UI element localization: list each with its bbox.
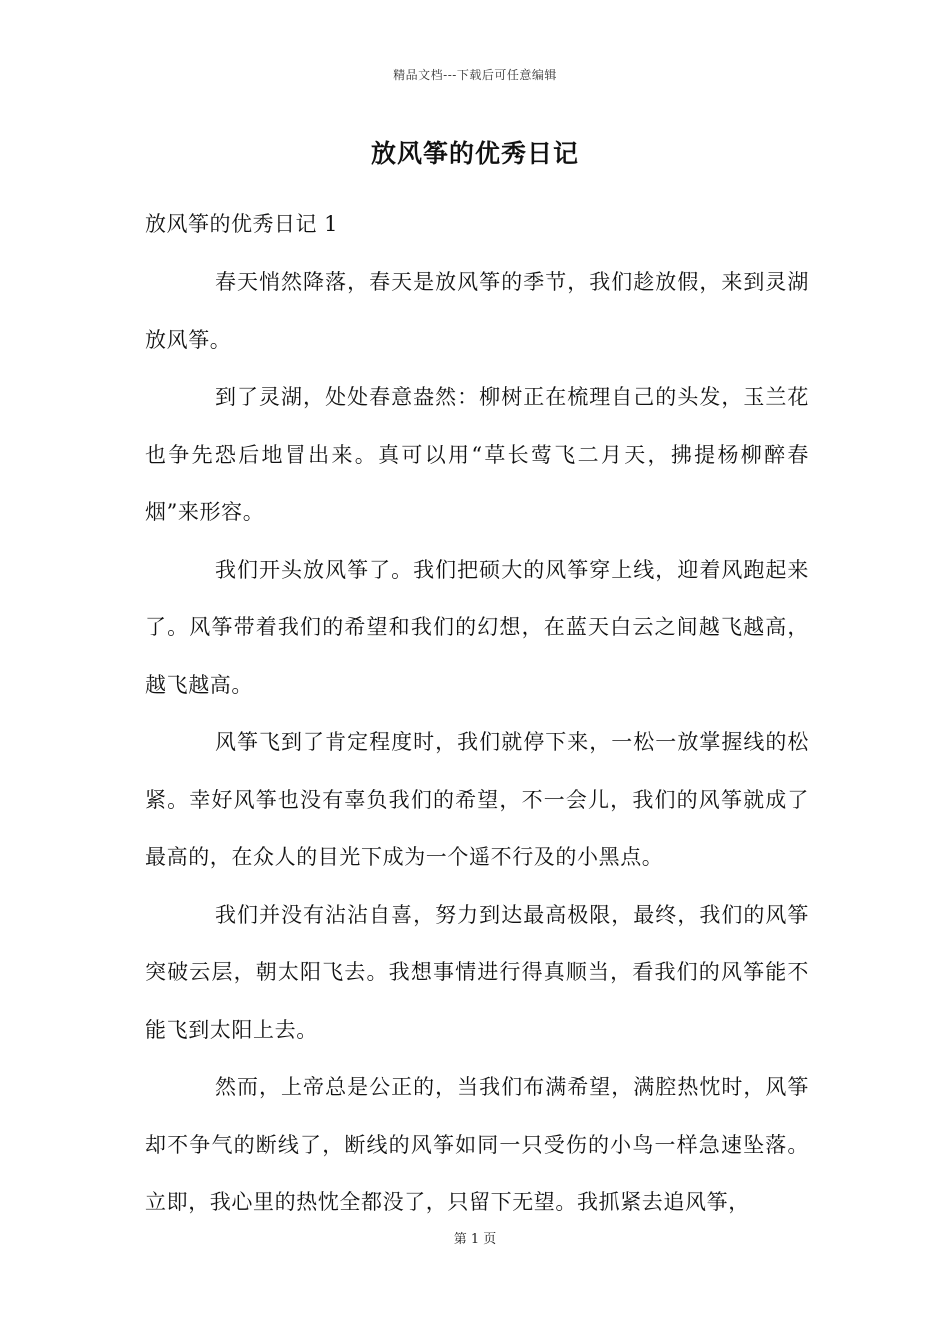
- paragraph: 然而，上帝总是公正的，当我们布满希望，满腔热忱时，风筝却不争气的断线了，断线的风筝如同一只受伤的小鸟一样急速坠落。立即，我心里的热忱全都没了，只留下无望。我抓紧去追风筝，: [145, 1075, 809, 1214]
- paragraph: 到了灵湖，处处春意盎然：柳树正在梳理自己的头发，玉兰花也争先恐后地冒出来。真可以用“草长莺飞二月天，拂提杨柳醉春烟”来形容。: [145, 385, 809, 524]
- paragraph: 春天悄然降落，春天是放风筝的季节，我们趁放假，来到灵湖放风筝。: [145, 270, 809, 352]
- header-note: 精品文档---下载后可任意编辑: [393, 68, 557, 82]
- page-number: 第 1 页: [453, 1232, 497, 1247]
- page-title: 放风筝的优秀日记: [370, 139, 579, 168]
- paragraph: 我们开头放风筝了。我们把硕大的风筝穿上线，迎着风跑起来了。风筝带着我们的希望和我们的幻想，在蓝天白云之间越飞越高，越飞越高。: [145, 557, 809, 697]
- paragraph: 风筝飞到了肯定程度时，我们就停下来，一松一放掌握线的松紧。幸好风筝也没有辜负我们的希望，不一会儿，我们的风筝就成了最高的，在众人的目光下成为一个遥不行及的小黑点。: [145, 730, 809, 869]
- section-heading: 放风筝的优秀日记 1: [145, 212, 339, 236]
- paragraph: 我们并没有沾沾自喜，努力到达最高极限，最终，我们的风筝突破云层，朝太阳飞去。我想事情进行得真顺当，看我们的风筝能不能飞到太阳上去。: [145, 902, 809, 1042]
- article-body: [145, 254, 809, 1232]
